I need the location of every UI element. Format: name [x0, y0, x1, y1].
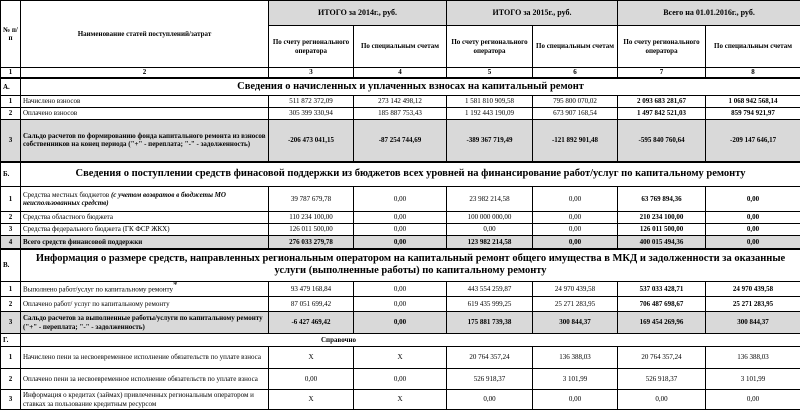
value-cell: 136 388,03 [533, 347, 618, 369]
row-name-text: Оплачено работ/ услуг по капитальному ремонту [23, 299, 170, 308]
value-cell: 93 479 168,84 [269, 282, 354, 297]
value-cell: 0,00 [706, 224, 800, 236]
section-title: Информация о размере средств, направленных региональным оператором на капитальный ремонт общего имущества в МКД и задолженности за оказанные услуги (выполненные работы) по капитальному ремонту [21, 249, 800, 282]
header-sub-regional: По счету регионального оператора [618, 26, 706, 68]
value-cell: -206 473 041,15 [269, 120, 354, 162]
table-row [1, 347, 800, 369]
value-cell: 0,00 [354, 369, 447, 390]
row-name-text: Сальдо расчетов за выполненные работы/услуги по капитальному ремонту ("+" - переплата; "-" - задолженность) [23, 314, 263, 331]
row-name-note: (с учетом возвратов в бюджеты МО неиспользованных средств) [23, 190, 226, 207]
column-number: 2 [21, 68, 269, 78]
table-row [1, 390, 800, 410]
value-cell: Х [269, 347, 354, 369]
row-name [21, 282, 269, 297]
value-cell: 0,00 [354, 297, 447, 312]
row-name-text: Оплачено взносов [23, 109, 78, 118]
header-sub-special: По специальным счетам [354, 26, 447, 68]
section-code: А. [1, 78, 21, 96]
row-number: 1 [1, 96, 21, 108]
value-cell: 1 581 810 909,58 [447, 96, 533, 108]
total-row [1, 312, 800, 334]
value-cell: 1 068 942 568,14 [706, 96, 800, 108]
value-cell: 511 872 372,09 [269, 96, 354, 108]
value-cell: 0,00 [354, 236, 447, 249]
row-name-text: Всего средств финансовой поддержки [23, 237, 143, 246]
row-number: 3 [1, 120, 21, 162]
value-cell: 537 033 428,71 [618, 282, 706, 297]
column-number: 7 [618, 68, 706, 78]
table-row [1, 187, 800, 212]
footnote-mark: * [173, 281, 178, 290]
header-group-2014: ИТОГО за 2014г., руб. [269, 1, 447, 26]
row-name-text: Информация о кредитах (займах) привлеченных региональным оператором и ставках за пользование кредитным ресурсом [23, 391, 254, 408]
value-cell: 20 764 357,24 [618, 347, 706, 369]
value-cell: 25 271 283,95 [533, 297, 618, 312]
row-number: 2 [1, 212, 21, 224]
value-cell: 0,00 [533, 224, 618, 236]
row-number: 1 [1, 282, 21, 297]
section-title: Сведения о поступлении средств финасовой поддержки из бюджетов всех уровней на финансирование работ/услуг по капитальному ремонту [21, 162, 800, 187]
value-cell: Х [354, 390, 447, 410]
value-cell: 210 234 100,00 [618, 212, 706, 224]
value-cell: 0,00 [706, 187, 800, 212]
section-code: Б. [1, 162, 21, 187]
column-number: 4 [354, 68, 447, 78]
value-cell: 23 982 214,58 [447, 187, 533, 212]
value-cell: 63 769 894,36 [618, 187, 706, 212]
row-name [21, 108, 269, 120]
total-row [1, 236, 800, 249]
row-name [21, 96, 269, 108]
row-name [21, 297, 269, 312]
value-cell: 526 918,37 [618, 369, 706, 390]
row-name-text: Начислено взносов [23, 97, 81, 106]
value-cell: -209 147 646,17 [706, 120, 800, 162]
value-cell: 619 435 999,25 [447, 297, 533, 312]
value-cell: 1 497 842 521,03 [618, 108, 706, 120]
row-name-text: Средства областного бюджета [23, 213, 113, 222]
header-sub-regional: По счету регионального оператора [447, 26, 533, 68]
row-name-text: Сальдо расчетов по формированию фонда капитального ремонта из взносов собственников на конец периода ("+" - переплата; "-" - задолженность) [23, 132, 266, 149]
row-name [21, 347, 269, 369]
total-row [1, 120, 800, 162]
value-cell: 175 881 739,38 [447, 312, 533, 334]
value-cell: 706 487 698,67 [618, 297, 706, 312]
column-number: 8 [706, 68, 800, 78]
value-cell: 0,00 [533, 212, 618, 224]
value-cell: 276 033 279,78 [269, 236, 354, 249]
row-number: 3 [1, 390, 21, 410]
column-number: 1 [1, 68, 21, 78]
table-row [1, 297, 800, 312]
value-cell: 0,00 [269, 369, 354, 390]
value-cell: 136 388,03 [706, 347, 800, 369]
row-number: 4 [1, 236, 21, 249]
value-cell: 1 192 443 190,09 [447, 108, 533, 120]
value-cell: 20 764 357,24 [447, 347, 533, 369]
value-cell: -389 367 719,49 [447, 120, 533, 162]
value-cell: 0,00 [706, 236, 800, 249]
row-number: 2 [1, 108, 21, 120]
header-group-2016: Всего на 01.01.2016г., руб. [618, 1, 800, 26]
table-row [1, 108, 800, 120]
value-cell: 0,00 [706, 212, 800, 224]
value-cell: -87 254 744,69 [354, 120, 447, 162]
value-cell: 169 454 269,96 [618, 312, 706, 334]
value-cell: 24 970 439,58 [533, 282, 618, 297]
row-number: 2 [1, 297, 21, 312]
row-name-text: Средства местных бюджетов [23, 190, 110, 199]
value-cell: 0,00 [533, 236, 618, 249]
value-cell: 0,00 [354, 312, 447, 334]
value-cell: 305 399 330,94 [269, 108, 354, 120]
row-number: 3 [1, 312, 21, 334]
value-cell: 87 051 699,42 [269, 297, 354, 312]
value-cell: 0,00 [354, 212, 447, 224]
value-cell: 0,00 [354, 224, 447, 236]
row-name [21, 236, 269, 249]
value-cell: 0,00 [533, 390, 618, 410]
value-cell: 859 794 921,97 [706, 108, 800, 120]
section-header-row [1, 249, 800, 282]
row-name [21, 187, 269, 212]
value-cell: 0,00 [447, 390, 533, 410]
row-number: 1 [1, 347, 21, 369]
table-row [1, 224, 800, 236]
value-cell: 185 887 753,43 [354, 108, 447, 120]
table-row [1, 369, 800, 390]
row-name-text: Выполнено работ/услуг по капитальному ремонту [23, 285, 174, 294]
row-name [21, 212, 269, 224]
value-cell: 0,00 [533, 187, 618, 212]
row-name-text: Оплачено пени за несвоевременное исполнение обязательств по уплате взноса [23, 374, 258, 383]
section-header-row [1, 162, 800, 187]
row-number: 2 [1, 369, 21, 390]
value-cell: 0,00 [354, 282, 447, 297]
section-title: Справочно [21, 334, 800, 347]
value-cell: Х [354, 347, 447, 369]
row-name [21, 224, 269, 236]
value-cell: 25 271 283,95 [706, 297, 800, 312]
header-num: № п/п [1, 1, 21, 68]
table-row [1, 212, 800, 224]
header-sub-special: По специальным счетам [706, 26, 800, 68]
value-cell: 526 918,37 [447, 369, 533, 390]
value-cell: 300 844,37 [533, 312, 618, 334]
row-name [21, 390, 269, 410]
value-cell: 126 011 500,00 [269, 224, 354, 236]
value-cell: Х [269, 390, 354, 410]
value-cell: 0,00 [354, 187, 447, 212]
row-name-text: Средства федерального бюджета (ГК ФСР ЖКХ) [23, 225, 170, 234]
value-cell: -595 840 760,64 [618, 120, 706, 162]
header-sub-special: По специальным счетам [533, 26, 618, 68]
header-group-2015: ИТОГО за 2015г., руб. [447, 1, 618, 26]
column-number: 6 [533, 68, 618, 78]
value-cell: 2 093 683 281,67 [618, 96, 706, 108]
column-number: 5 [447, 68, 533, 78]
value-cell: 126 011 500,00 [618, 224, 706, 236]
value-cell: -121 892 901,48 [533, 120, 618, 162]
table-row [1, 96, 800, 108]
row-name [21, 120, 269, 162]
row-name-text: Начислено пени за несвоевременное исполнение обязательств по уплате взноса [23, 353, 261, 362]
section-title: Сведения о начисленных и уплаченных взносах на капитальный ремонт [21, 78, 800, 96]
value-cell: 0,00 [706, 390, 800, 410]
row-number: 3 [1, 224, 21, 236]
value-cell: 273 142 498,12 [354, 96, 447, 108]
value-cell: 39 787 679,78 [269, 187, 354, 212]
section-code: Г. [1, 334, 21, 347]
value-cell: 300 844,37 [706, 312, 800, 334]
value-cell: 24 970 439,58 [706, 282, 800, 297]
value-cell: 3 101,99 [533, 369, 618, 390]
header-name: Наименование статей поступлений/затрат [21, 1, 269, 68]
value-cell: -6 427 469,42 [269, 312, 354, 334]
section-header-row [1, 334, 800, 347]
value-cell: 3 101,99 [706, 369, 800, 390]
table-row [1, 282, 800, 297]
row-name [21, 369, 269, 390]
section-header-row [1, 78, 800, 96]
value-cell: 673 907 168,54 [533, 108, 618, 120]
value-cell: 0,00 [447, 224, 533, 236]
row-name [21, 312, 269, 334]
value-cell: 400 015 494,36 [618, 236, 706, 249]
value-cell: 443 554 259,87 [447, 282, 533, 297]
column-number: 3 [269, 68, 354, 78]
value-cell: 100 000 000,00 [447, 212, 533, 224]
value-cell: 123 982 214,58 [447, 236, 533, 249]
row-number: 1 [1, 187, 21, 212]
value-cell: 795 800 070,02 [533, 96, 618, 108]
section-code: В. [1, 249, 21, 282]
value-cell: 0,00 [618, 390, 706, 410]
value-cell: 110 234 100,00 [269, 212, 354, 224]
header-sub-regional: По счету регионального оператора [269, 26, 354, 68]
